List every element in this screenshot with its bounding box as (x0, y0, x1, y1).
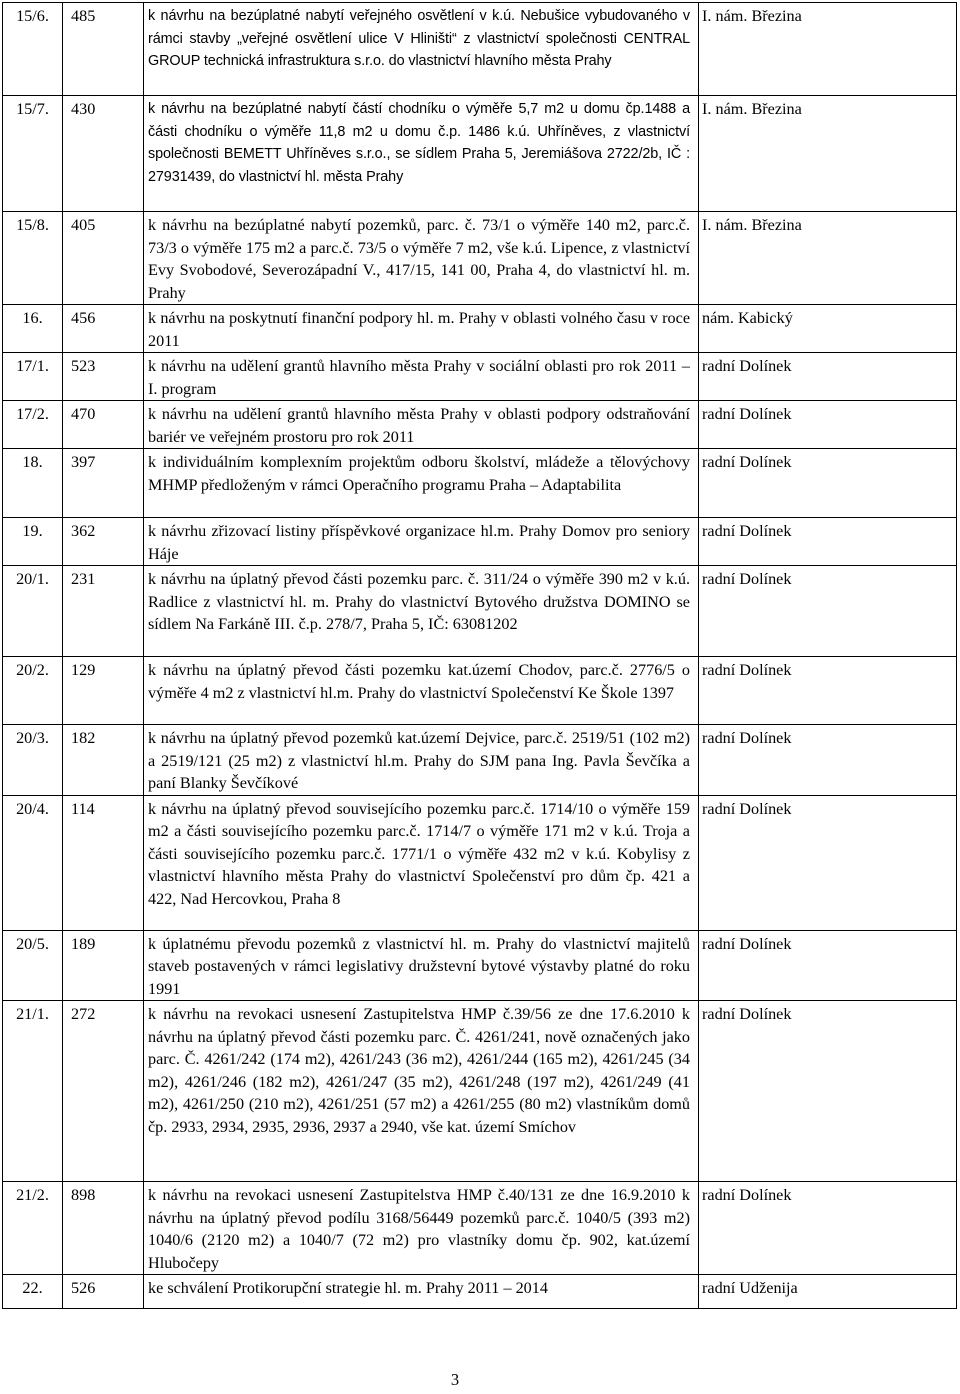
agenda-print-number: 231 (63, 566, 144, 657)
agenda-item-presenter: nám. Kabický (699, 305, 957, 353)
agenda-item-number: 17/2. (3, 401, 63, 449)
agenda-print-number: 523 (63, 353, 144, 401)
agenda-item-number: 16. (3, 305, 63, 353)
agenda-row (3, 657, 957, 725)
agenda-print-number: 430 (63, 96, 144, 212)
agenda-item-presenter: I. nám. Březina (699, 96, 957, 212)
agenda-item-subject: k návrhu na úplatný převod souvisejícího pozemku parc.č. 1714/10 o výměře 159 m2 a části souvisejícího pozemku parc.č. 1714/7 o výměře 171 m2 v k.ú. Troja a části souvisejícího pozemku parc.č. 1771/1 o výměře 432 m2 v k.ú. Kobylisy z vlastnictví hlavního města Prahy do vlastnictví Společenství pro dům čp. 421 a 422, Nad Hercovkou, Praha 8 (144, 795, 699, 930)
agenda-item-presenter: radní Dolínek (699, 930, 957, 1001)
agenda-item-number: 20/2. (3, 657, 63, 725)
agenda-item-number: 15/7. (3, 96, 63, 212)
agenda-row (3, 930, 957, 1001)
agenda-table (2, 2, 957, 1309)
agenda-item-presenter: radní Dolínek (699, 449, 957, 518)
agenda-item-number: 18. (3, 449, 63, 518)
agenda-print-number: 526 (63, 1275, 144, 1309)
agenda-item-subject: k návrhu na revokaci usnesení Zastupitelstva HMP č.40/131 ze dne 16.9.2010 k návrhu na úplatný převod podílu 3168/56449 pozemků parc.č. 1040/5 (393 m2) 1040/6 (2120 m2) a 1040/7 (72 m2) pro vlastníky domu čp. 902, kat.území Hlubočepy (144, 1182, 699, 1275)
agenda-print-number: 182 (63, 725, 144, 796)
agenda-row (3, 449, 957, 518)
agenda-item-subject: k návrhu na revokaci usnesení Zastupitelstva HMP č.39/56 ze dne 17.6.2010 k návrhu na úplatný převod části pozemku parc. Č. 4261/241, nově označených jako parc. Č. 4261/242 (174 m2), 4261/243 (36 m2), 4261/244 (165 m2), 4261/245 (34 m2), 4261/246 (182 m2), 4261/247 (35 m2), 4261/248 (197 m2), 4261/249 (41 m2), 4261/250 (210 m2), 4261/251 (57 m2) a 4261/255 (80 m2) vlastníkům domů čp. 2933, 2934, 2935, 2936, 2937 a 2940, vše kat. území Smíchov (144, 1001, 699, 1182)
agenda-row (3, 1275, 957, 1309)
agenda-item-presenter: radní Dolínek (699, 1001, 957, 1182)
agenda-item-subject: k návrhu na úplatný převod pozemků kat.území Dejvice, parc.č. 2519/51 (102 m2) a 2519/121 (25 m2) z vlastnictví hl.m. Prahy do SJM pana Ing. Pavla Ševčíka a paní Blanky Ševčíkové (144, 725, 699, 796)
agenda-body (3, 3, 957, 1309)
agenda-row (3, 795, 957, 930)
agenda-item-subject: k návrhu na udělení grantů hlavního města Prahy v sociální oblasti pro rok 2011 – I. program (144, 353, 699, 401)
agenda-item-subject: k návrhu na bezúplatné nabytí částí chodníku o výměře 5,7 m2 u domu čp.1488 a části chodníku o výměře 11,8 m2 u domu č.p. 1486 k.ú. Uhříněves, z vlastnictví společnosti BEMETT Uhříněves s.r.o., se sídlem Praha 5, Jeremiášova 2722/2b, IČ : 27931439, do vlastnictví hl. města Prahy (144, 96, 699, 212)
agenda-item-presenter: radní Dolínek (699, 795, 957, 930)
agenda-print-number: 456 (63, 305, 144, 353)
agenda-item-number: 20/4. (3, 795, 63, 930)
agenda-row (3, 353, 957, 401)
agenda-print-number: 485 (63, 3, 144, 96)
agenda-item-subject: k návrhu na bezúplatné nabytí veřejného osvětlení v k.ú. Nebušice vybudovaného v rámci stavby „veřejné osvětlení ulice V Hliništi“ z vlastnictví společnosti CENTRAL GROUP technická infrastruktura s.r.o. do vlastnictví hlavního města Prahy (144, 3, 699, 96)
agenda-item-subject: k individuálním komplexním projektům odboru školství, mládeže a tělovýchovy MHMP předloženým v rámci Operačního programu Praha – Adaptabilita (144, 449, 699, 518)
agenda-item-number: 20/5. (3, 930, 63, 1001)
agenda-row (3, 725, 957, 796)
agenda-print-number: 129 (63, 657, 144, 725)
agenda-item-subject: k úplatnému převodu pozemků z vlastnictví hl. m. Prahy do vlastnictví majitelů staveb postavených v rámci legislativy družstevní bytové výstavby platné do roku 1991 (144, 930, 699, 1001)
agenda-item-presenter: radní Dolínek (699, 401, 957, 449)
agenda-item-presenter: radní Dolínek (699, 518, 957, 566)
agenda-item-number: 21/1. (3, 1001, 63, 1182)
agenda-print-number: 898 (63, 1182, 144, 1275)
agenda-print-number: 114 (63, 795, 144, 930)
agenda-row (3, 212, 957, 305)
agenda-row (3, 1182, 957, 1275)
page-number: 3 (450, 1370, 460, 1389)
agenda-item-subject: ke schválení Protikorupční strategie hl. m. Prahy 2011 – 2014 (144, 1275, 699, 1309)
agenda-row (3, 566, 957, 657)
agenda-item-subject: k návrhu na poskytnutí finanční podpory hl. m. Prahy v oblasti volného času v roce 2011 (144, 305, 699, 353)
agenda-item-presenter: I. nám. Březina (699, 3, 957, 96)
agenda-item-subject: k návrhu na úplatný převod části pozemku kat.území Chodov, parc.č. 2776/5 o výměře 4 m2 z vlastnictví hl.m. Prahy do vlastnictví Společenství Ke Škole 1397 (144, 657, 699, 725)
agenda-row (3, 1001, 957, 1182)
agenda-print-number: 189 (63, 930, 144, 1001)
agenda-item-presenter: radní Dolínek (699, 725, 957, 796)
agenda-item-number: 15/8. (3, 212, 63, 305)
agenda-item-number: 15/6. (3, 3, 63, 96)
agenda-item-presenter: radní Dolínek (699, 353, 957, 401)
agenda-print-number: 470 (63, 401, 144, 449)
agenda-row (3, 3, 957, 96)
agenda-print-number: 362 (63, 518, 144, 566)
agenda-item-number: 22. (3, 1275, 63, 1309)
agenda-print-number: 397 (63, 449, 144, 518)
agenda-row (3, 96, 957, 212)
agenda-item-subject: k návrhu na úplatný převod části pozemku parc. č. 311/24 o výměře 390 m2 v k.ú. Radlice z vlastnictví hl. m. Prahy do vlastnictví Bytového družstva DOMINO se sídlem Na Farkáně III. č.p. 278/7, Praha 5, IČ: 63081202 (144, 566, 699, 657)
agenda-item-presenter: radní Dolínek (699, 657, 957, 725)
agenda-row (3, 518, 957, 566)
agenda-item-number: 20/3. (3, 725, 63, 796)
agenda-item-subject: k návrhu na bezúplatné nabytí pozemků, parc. č. 73/1 o výměře 140 m2, parc.č. 73/3 o výměře 175 m2 a parc.č. 73/5 o výměře 7 m2, vše k.ú. Lipence, z vlastnictví Evy Svobodové, Severozápadní V., 417/15, 141 00, Praha 4, do vlastnictví hl. m. Prahy (144, 212, 699, 305)
agenda-item-subject: k návrhu na udělení grantů hlavního města Prahy v oblasti podpory odstraňování bariér ve veřejném prostoru pro rok 2011 (144, 401, 699, 449)
agenda-item-number: 20/1. (3, 566, 63, 657)
agenda-item-presenter: radní Dolínek (699, 566, 957, 657)
agenda-row (3, 305, 957, 353)
agenda-item-presenter: radní Dolínek (699, 1182, 957, 1275)
agenda-item-number: 21/2. (3, 1182, 63, 1275)
agenda-item-subject: k návrhu zřizovací listiny příspěvkové organizace hl.m. Prahy Domov pro seniory Háje (144, 518, 699, 566)
agenda-item-presenter: radní Udženija (699, 1275, 957, 1309)
agenda-item-number: 19. (3, 518, 63, 566)
agenda-print-number: 272 (63, 1001, 144, 1182)
agenda-item-number: 17/1. (3, 353, 63, 401)
agenda-row (3, 401, 957, 449)
agenda-print-number: 405 (63, 212, 144, 305)
agenda-item-presenter: I. nám. Březina (699, 212, 957, 305)
